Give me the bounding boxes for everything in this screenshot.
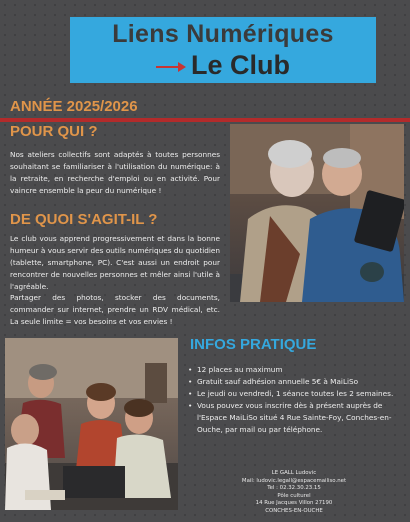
seniors-tablet-photo: [230, 124, 404, 302]
group-illustration: [5, 338, 178, 510]
list-item: • Le jeudi ou vendredi, 1 séance toutes les 2 semaines.: [188, 388, 402, 400]
title-line-2-text: Le Club: [191, 50, 290, 80]
list-item: • 12 places au maximum: [188, 364, 402, 376]
year-heading: ANNÉE 2025/2026: [10, 98, 138, 115]
de-quoi-heading: DE QUOI S'AGIT-IL ?: [10, 211, 158, 228]
contact-block: [178, 470, 410, 515]
pour-qui-text: Nos ateliers collectifs sont adaptés à toutes personnes souhaitant se familiariser à l'utilisation du numérique: à la retraite, en recherche d'emploi ou en activité. Pour vaincre ensemble la peur du numérique !: [10, 150, 220, 195]
contact-org: Pôle culturel: [277, 492, 311, 499]
pour-qui-heading: POUR QUI ?: [10, 123, 98, 140]
right-arrow-icon: [156, 61, 186, 73]
seniors-illustration: [230, 124, 404, 302]
title-line-2: [70, 50, 376, 81]
infos-list: [188, 364, 402, 436]
contact-name: LE GALL Ludovic: [271, 470, 317, 476]
list-item: • Vous pouvez vous inscrire dès à présent auprès de l'Espace MaiLiSo situé 4 Rue Sainte-Foy, Conches-en-Ouche, par mail ou par téléphone.: [188, 400, 402, 436]
title-banner: [70, 17, 376, 83]
contact-tel: Tel : 02.32.30.23.15: [267, 485, 321, 491]
title-line-1: Liens Numériques: [112, 20, 334, 48]
contact-address: 14 Rue Jacques Villon 27190: [255, 500, 333, 506]
contact-city: CONCHES-EN-OUCHE: [265, 507, 323, 514]
list-item: • Gratuit sauf adhésion annuelle 5€ à MaiLiSo: [188, 376, 402, 388]
de-quoi-paragraph-2: Partager des photos, stocker des documents, commander sur internet, prendre un RDV médical, etc. La seule limite = vos besoins et vos envies !: [10, 293, 220, 326]
divider-bar: [0, 118, 410, 122]
de-quoi-paragraph-1: Le club vous apprend progressivement et dans la bonne humeur à vous servir des outils numériques du quotidien (tablette, smartphone, PC). C'est aussi un endroit pour rencontrer de nouvelles personnes et mêler ainsi l'utile à l'agréable.: [10, 234, 220, 291]
contact-mail: Mail: ludovic.legall@espacemailiso.net: [241, 477, 347, 484]
infos-pratique-heading: INFOS PRATIQUE: [190, 336, 317, 353]
group-learning-photo: [5, 338, 178, 510]
